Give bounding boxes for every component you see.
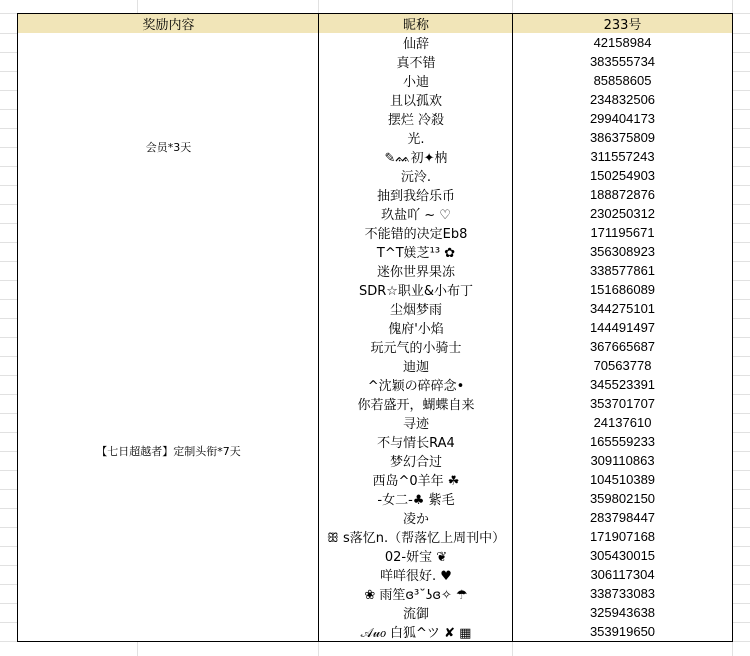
nickname-cell[interactable]: 流御 — [318, 603, 513, 623]
id-cell[interactable]: 305430015 — [512, 546, 733, 566]
id-cell[interactable]: 338733083 — [512, 584, 733, 604]
nickname-cell[interactable]: T^T媄芝¹³ ✿ — [318, 242, 513, 262]
id-cell[interactable]: 309110863 — [512, 451, 733, 471]
header-nickname[interactable]: 昵称 — [318, 13, 513, 34]
id-cell[interactable]: 24137610 — [512, 413, 733, 433]
id-cell[interactable]: 353919650 — [512, 622, 733, 642]
id-cell[interactable]: 151686089 — [512, 280, 733, 300]
id-cell[interactable]: 188872876 — [512, 185, 733, 205]
nickname-cell[interactable]: 沅泠. — [318, 166, 513, 186]
nickname-cell[interactable]: 摆烂 冷殺 — [318, 109, 513, 129]
id-cell[interactable]: 283798447 — [512, 508, 733, 528]
nickname-cell[interactable]: 凌か — [318, 508, 513, 528]
id-cell[interactable]: 171907168 — [512, 527, 733, 547]
reward-cell[interactable]: 【七日超越者】定制头衔*7天 — [17, 261, 319, 642]
nickname-cell[interactable]: 抽到我给乐币 — [318, 185, 513, 205]
nickname-cell[interactable]: 尘烟梦雨 — [318, 299, 513, 319]
nickname-cell[interactable]: 西岛^0羊年 ☘ — [318, 470, 513, 490]
header-reward[interactable]: 奖励内容 — [17, 13, 319, 34]
nickname-cell[interactable]: 寻迹 — [318, 413, 513, 433]
id-cell[interactable]: 386375809 — [512, 128, 733, 148]
nickname-cell[interactable]: 不与情长RA4 — [318, 432, 513, 452]
nickname-cell[interactable]: 玖盐吖 ~ ♡ — [318, 204, 513, 224]
id-cell[interactable]: 367665687 — [512, 337, 733, 357]
id-cell[interactable]: 344275101 — [512, 299, 733, 319]
nickname-cell[interactable]: 玩元气的小骑士 — [318, 337, 513, 357]
nickname-cell[interactable]: 不能错的决定Eb8 — [318, 223, 513, 243]
id-cell[interactable]: 230250312 — [512, 204, 733, 224]
reward-cell[interactable]: 会员*3天 — [17, 33, 319, 262]
nickname-cell[interactable]: 02-妍宝 ❦ — [318, 546, 513, 566]
nickname-cell[interactable]: 小迪 — [318, 71, 513, 91]
id-cell[interactable]: 299404173 — [512, 109, 733, 129]
id-cell[interactable]: 42158984 — [512, 33, 733, 53]
id-cell[interactable]: 345523391 — [512, 375, 733, 395]
nickname-cell[interactable]: 真不错 — [318, 52, 513, 72]
nickname-cell[interactable]: 咩咩很好. ♥ — [318, 565, 513, 585]
id-cell[interactable]: 165559233 — [512, 432, 733, 452]
nickname-cell[interactable]: 傀府'小焰 — [318, 318, 513, 338]
id-cell[interactable]: 85858605 — [512, 71, 733, 91]
id-cell[interactable]: 338577861 — [512, 261, 733, 281]
nickname-cell[interactable]: ✎ᨐ初✦枘 — [318, 147, 513, 167]
nickname-cell[interactable]: SDR☆职业&小布丁 — [318, 280, 513, 300]
nickname-cell[interactable]: -女二-♣ 紫毛 — [318, 489, 513, 509]
nickname-cell[interactable]: 迪迦 — [318, 356, 513, 376]
nickname-cell[interactable]: 𝒜𝓊𝑜 白狐^ツ ✘ ▦ — [318, 622, 513, 642]
nickname-cell[interactable]: 且以孤欢 — [318, 90, 513, 110]
nickname-cell[interactable]: 仙辞 — [318, 33, 513, 53]
id-cell[interactable]: 306117304 — [512, 565, 733, 585]
nickname-cell[interactable]: 迷你世界果冻 — [318, 261, 513, 281]
nickname-cell[interactable]: 梦幻合过 — [318, 451, 513, 471]
id-cell[interactable]: 171195671 — [512, 223, 733, 243]
nickname-cell[interactable]: ꕥ s落忆n.（帮落忆上周刊中） — [318, 527, 513, 547]
id-cell[interactable]: 356308923 — [512, 242, 733, 262]
nickname-cell[interactable]: ❀ 雨笙ɞ³˘ʖɞ✧ ☂ — [318, 584, 513, 604]
nickname-cell[interactable]: 光. — [318, 128, 513, 148]
id-cell[interactable]: 144491497 — [512, 318, 733, 338]
id-cell[interactable]: 311557243 — [512, 147, 733, 167]
nickname-cell[interactable]: 你若盛开，蝴蝶自来 — [318, 394, 513, 414]
nickname-cell[interactable]: ^沈颖の碎碎念• — [318, 375, 513, 395]
id-cell[interactable]: 104510389 — [512, 470, 733, 490]
header-id[interactable]: 233号 — [512, 13, 733, 34]
id-cell[interactable]: 359802150 — [512, 489, 733, 509]
id-cell[interactable]: 234832506 — [512, 90, 733, 110]
id-cell[interactable]: 353701707 — [512, 394, 733, 414]
id-cell[interactable]: 325943638 — [512, 603, 733, 623]
id-cell[interactable]: 150254903 — [512, 166, 733, 186]
id-cell[interactable]: 383555734 — [512, 52, 733, 72]
id-cell[interactable]: 70563778 — [512, 356, 733, 376]
